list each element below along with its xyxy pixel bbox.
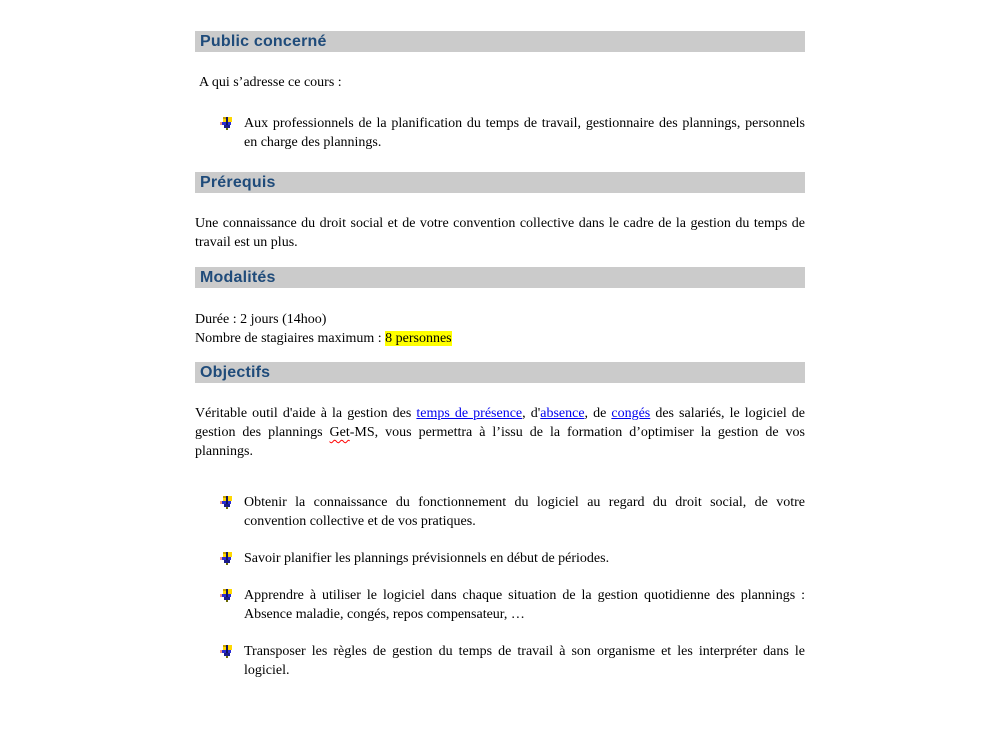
bullet-text: Obtenir la connaissance du fonctionnement du logiciel au regard du droit social, de votre convention collective et de vos pratiques.: [244, 495, 805, 529]
list-item: [195, 642, 805, 680]
modalites-paragraph: [195, 310, 805, 348]
objectifs-text-part3: , de: [584, 406, 612, 421]
objectifs-text-part4: des salariés, le logiciel de gestion des plannings: [195, 406, 805, 440]
objectifs-text-part5: -MS, vous permettra à l’issu de la formation d’optimiser la gestion de vos plannings.: [195, 425, 805, 459]
duree-line: Durée : 2 jours (14hoo): [195, 312, 327, 327]
objectifs-bullet-list: [195, 493, 805, 680]
bullet-text: Savoir planifier les plannings prévisionnels en début de périodes.: [244, 551, 610, 566]
list-item: [195, 493, 805, 531]
public-bullet-list: [195, 114, 805, 152]
bullet-text: Apprendre à utiliser le logiciel dans chaque situation de la gestion quotidienne des plannings : Absence maladie, congés, repos compensateur, …: [244, 588, 805, 622]
section-bar-objectifs: [195, 362, 805, 383]
arrow-bullet-icon: [220, 589, 233, 602]
document-page: [195, 0, 805, 680]
section-title-modalites: Modalités: [200, 269, 276, 286]
link-temps-de-presence[interactable]: temps de présence: [416, 406, 523, 421]
prerequis-paragraph: Une connaissance du droit social et de votre convention collective dans le cadre de la gestion du temps de travail est un plus.: [195, 216, 805, 250]
highlight-8-personnes: 8 personnes: [385, 331, 452, 346]
list-item: [195, 586, 805, 624]
objectifs-text-part2: , d': [522, 406, 541, 421]
section-title-prerequis: Prérequis: [200, 174, 276, 191]
public-intro-text: A qui s’adresse ce cours :: [199, 75, 342, 90]
misspelled-word-get: Get: [329, 425, 350, 440]
link-absence[interactable]: absence: [540, 406, 585, 421]
section-title-public: Public concerné: [200, 33, 327, 50]
bullet-text: Aux professionnels de la planification du temps de travail, gestionnaire des plannings, personnels en charge des plannings.: [244, 116, 805, 150]
arrow-bullet-icon: [220, 117, 233, 130]
section-bar-public: [195, 31, 805, 52]
list-item: [195, 114, 805, 152]
objectifs-text-part1: Véritable outil d'aide à la gestion des: [195, 406, 417, 421]
link-conges[interactable]: congés: [611, 406, 651, 421]
stagiaires-line-prefix: Nombre de stagiaires maximum :: [195, 331, 386, 346]
arrow-bullet-icon: [220, 552, 233, 565]
arrow-bullet-icon: [220, 496, 233, 509]
section-bar-prerequis: [195, 172, 805, 193]
objectifs-paragraph: [195, 404, 805, 461]
section-title-objectifs: Objectifs: [200, 364, 271, 381]
arrow-bullet-icon: [220, 645, 233, 658]
bullet-text: Transposer les règles de gestion du temps de travail à son organisme et les interpréter dans le logiciel.: [244, 644, 805, 678]
section-bar-modalites: [195, 267, 805, 288]
list-item: [195, 549, 805, 568]
